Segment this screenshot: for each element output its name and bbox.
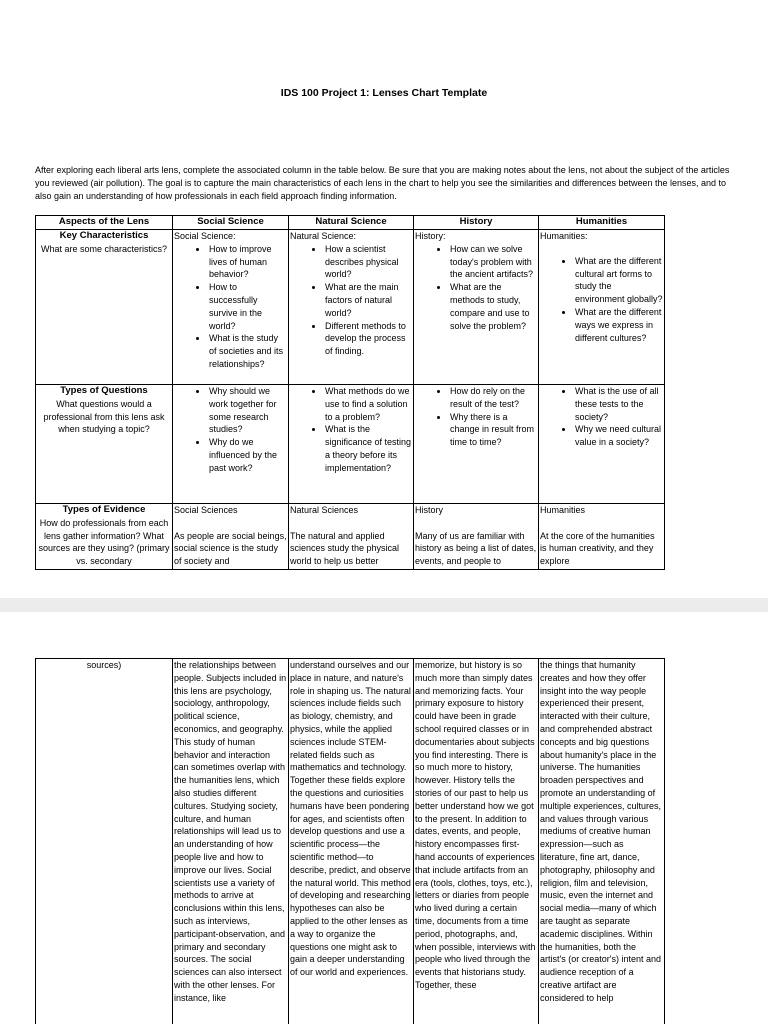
list-item: • What are the methods to study, compare and use to solve the problem? [449, 281, 537, 332]
document-title: IDS 100 Project 1: Lenses Chart Template [280, 87, 488, 99]
questions-humanities-cell [539, 385, 665, 504]
header-aspects: Aspects of the Lens [36, 216, 173, 230]
evidence-history-continued: memorize, but history is so much more than simply dates and memorizing facts. Your primary exposure to history could have been in grade school required classes or in documentaries about subjects you find interesting. There is so much more to history, however. History tells the stories of our past to help us better understand how we got to the present. In addition to dates, events, and people, history encompasses first-hand accounts of experiences that include artifacts from an era (tools, clothes, toys, etc.), letters or diaries from people who lived during a certain time, documents from a time period, photographs, and, when possible, interviews with people who lived through the events that historians study. Together, these [414, 659, 539, 1024]
types-of-evidence-desc: How do professionals from each lens gather information? What sources are they using? (primary vs. secondary [38, 517, 170, 567]
evidence-history-label: History [415, 505, 444, 515]
intro-paragraph: After exploring each liberal arts lens, complete the associated column in the table below. Be sure that you are making notes about the lens, not about the subject of the articles you reviewed (air pollution). The goal is to capture the main characteristics of each lens in the chart to help you see the similarities and differences between the lenses, and to also gain an understanding of how professionals in each field approach finding information. [35, 165, 730, 201]
header-history: History [414, 216, 539, 230]
key-humanities-list [540, 255, 663, 345]
key-humanities-cell [539, 230, 665, 385]
evidence-humanities-continued: the things that humanity creates and how they offer insight into the way people experienced their present, interacted with their culture, and comprehended abstract concepts and big questions about humanity's place in the universe. The humanities broaden perspectives and promote an understanding of multiple experiences, cultures, and values through various mediums of creative human expression—such as literature, fine art, dance, photography, philosophy and religion, film and television, music, even the internet and social media—many of which are taught as separate academic disciplines. Within the humanities, both the artist's (or creator's) intent and audience reception of a creative artifact are considered to help [539, 659, 665, 1024]
key-characteristics-aspect [36, 230, 173, 385]
list-item: • What is the significance of testing a theory before its implementation? [324, 423, 412, 474]
list-item: • Why there is a change in result from time to time? [449, 411, 537, 449]
questions-natural-cell [289, 385, 414, 504]
list-item: • What methods do we use to find a solution to a problem? [324, 385, 412, 423]
types-of-questions-title: Types of Questions [60, 385, 148, 396]
types-of-questions-row [36, 385, 665, 504]
header-social-science: Social Science [173, 216, 289, 230]
types-of-evidence-row [36, 504, 665, 570]
evidence-humanities-text: At the core of the humanities is human creativity, and they explore [540, 530, 655, 567]
key-characteristics-desc: What are some characteristics? [40, 243, 168, 254]
key-natural-cell [289, 230, 414, 385]
list-item: • How can we solve today's problem with the ancient artifacts? [449, 243, 537, 281]
list-item: • What are the different cultural art forms to study the environment globally? [574, 255, 663, 306]
list-item: • What is the use of all these tests to the society? [574, 385, 663, 423]
list-item: • How do rely on the result of the test? [449, 385, 537, 411]
evidence-history-text: Many of us are familiar with history as being a list of dates, events, and people to [415, 530, 537, 567]
list-item: • What are the different ways we express in different cultures? [574, 306, 663, 344]
key-history-label: History: [415, 231, 446, 241]
key-social-cell [173, 230, 289, 385]
questions-history-list [415, 385, 537, 449]
evidence-natural-continued: understand ourselves and our place in nature, and nature's role in shaping us. The natural sciences include fields such as biology, chemistry, and physics, while the applied sciences include STEM-related fields such as mathematics and technology. Together these fields explore the questions and curiosities humans have been pondering for ages, and scientists often develop questions and use a scientific process—the scientific method—to describe, predict, and observe the natural world. This method of developing and researching hypotheses can also be applied to the other lenses as a way to organize the questions one might ask to gain a deeper understanding of our world and experiences. [289, 659, 414, 1024]
list-item: • What are the main factors of natural world? [324, 281, 412, 319]
types-of-questions-desc: What questions would a professional from this lens ask when studying a topic? [43, 398, 165, 435]
key-social-list [174, 243, 287, 371]
key-history-cell [414, 230, 539, 385]
questions-natural-list [290, 385, 412, 475]
header-natural-science: Natural Science [289, 216, 414, 230]
evidence-social-continued: the relationships between people. Subjects included in this lens are psychology, sociology, anthropology, political science, economics, and geography. This study of human behavior and interaction can sometimes overlap with the humanities lens, which also studies different cultures. Studying society, culture, and human relationships will lead us to an understanding of how people live and how to improve our lives. Social scientists use a variety of methods to arrive at conclusions within this lens, such as interviews, participant-observation, and primary and secondary sources. The social sciences can also intersect with the other lenses. For instance, like [173, 659, 289, 1024]
list-item: • How a scientist describes physical world? [324, 243, 412, 281]
key-characteristics-row [36, 230, 665, 385]
evidence-natural-cell [289, 504, 414, 570]
evidence-humanities-cell [539, 504, 665, 570]
types-of-evidence-title: Types of Evidence [62, 504, 146, 515]
list-item: • Different methods to develop the process of finding. [324, 320, 412, 358]
header-humanities: Humanities [539, 216, 665, 230]
page-2 [0, 612, 768, 1024]
lenses-table-continued [35, 658, 665, 1024]
evidence-social-cell [173, 504, 289, 570]
evidence-social-label: Social Sciences [174, 505, 238, 515]
questions-history-cell [414, 385, 539, 504]
key-characteristics-title: Key Characteristics [59, 230, 149, 241]
evidence-history-cell [414, 504, 539, 570]
key-humanities-label: Humanities: [540, 231, 588, 241]
types-of-questions-aspect [36, 385, 173, 504]
list-item: • Why should we work together for some research studies? [208, 385, 287, 436]
key-natural-label: Natural Science: [290, 231, 357, 241]
list-item: • How to successfully survive in the world? [208, 281, 287, 332]
questions-social-cell [173, 385, 289, 504]
evidence-humanities-label: Humanities [540, 505, 586, 515]
list-item: • What is the study of societies and its relationships? [208, 332, 287, 370]
header-row [36, 216, 665, 230]
list-item: • Why we need cultural value in a society? [574, 423, 663, 449]
list-item: • Why do we influenced by the past work? [208, 436, 287, 474]
evidence-natural-text: The natural and applied sciences study the physical world to help us better [290, 530, 400, 567]
types-of-evidence-aspect [36, 504, 173, 570]
questions-humanities-list [540, 385, 663, 449]
evidence-natural-label: Natural Sciences [290, 505, 359, 515]
evidence-social-text: As people are social beings, social science is the study of society and [174, 530, 287, 567]
key-social-label: Social Science: [174, 231, 236, 241]
key-natural-list [290, 243, 412, 358]
types-of-evidence-row-continued [36, 659, 665, 1024]
questions-social-list [174, 385, 287, 475]
lenses-table [35, 215, 665, 570]
list-item: • How to improve lives of human behavior? [208, 243, 287, 281]
evidence-aspect-continued: sources) [36, 659, 173, 1024]
key-history-list [415, 243, 537, 333]
